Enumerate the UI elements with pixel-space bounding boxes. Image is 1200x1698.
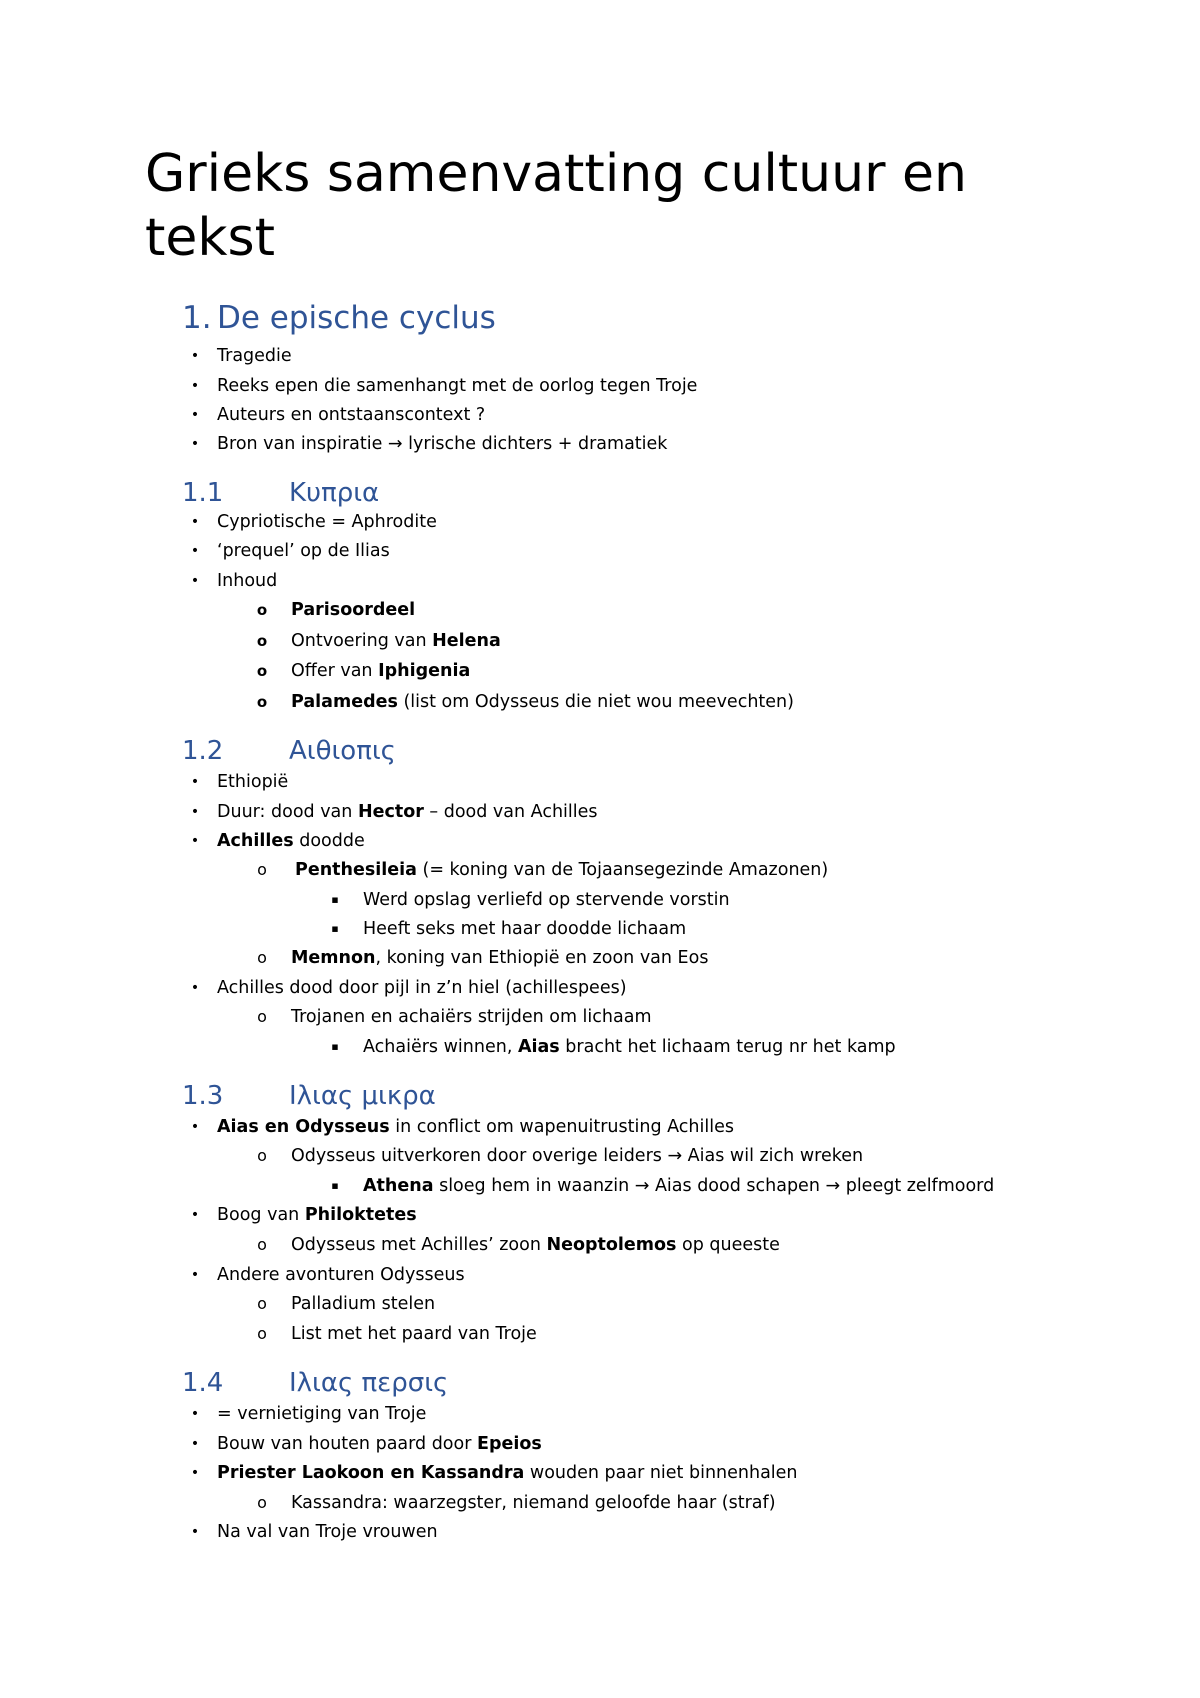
- item-text: sloeg hem in waanzin → Aias dood schapen → pleegt zelfmoord: [433, 1176, 995, 1196]
- bullet-icon: ▪: [331, 922, 339, 935]
- section-title: Κυπρια: [289, 478, 380, 508]
- item-bold: Athena: [363, 1176, 434, 1196]
- section-number: 1.: [182, 300, 212, 336]
- item-bold: Aias: [517, 1037, 560, 1057]
- bullet-icon: •: [190, 1436, 200, 1452]
- bullet-icon: o: [257, 860, 267, 879]
- bullet-icon: •: [190, 833, 200, 849]
- item-text: – dood van Achilles: [423, 802, 598, 822]
- bullet-icon: ▪: [331, 1040, 339, 1053]
- item-bold: Epeios: [476, 1434, 542, 1454]
- item-text: wouden paar niet binnenhalen: [524, 1463, 798, 1483]
- section-number: 1.1: [182, 478, 224, 508]
- item-text: Auteurs en ontstaanscontext ?: [217, 405, 486, 425]
- item-text: Kassandra: waarzegster, niemand geloofde haar (straf): [291, 1493, 776, 1513]
- item-text: ‘prequel’ op de Ilias: [217, 541, 390, 561]
- bullet-icon: •: [190, 543, 200, 559]
- item-bold: Penthesileia: [295, 860, 417, 880]
- item-bold: Neoptolemos: [546, 1235, 677, 1255]
- item-text: in conflict om wapenuitrusting Achilles: [389, 1117, 734, 1137]
- item-text: Ethiopië: [217, 772, 289, 792]
- bullet-icon: o: [257, 1493, 267, 1512]
- item-text: doodde: [293, 831, 365, 851]
- item-text: List met het paard van Troje: [291, 1324, 537, 1344]
- item-text: Cypriotische = Aphrodite: [217, 512, 437, 532]
- section-number: 1.2: [182, 736, 224, 766]
- item-bold: Parisoordeel: [291, 600, 416, 620]
- item-bold: Philoktetes: [304, 1205, 417, 1225]
- item-text: Ontvoering van: [291, 631, 433, 651]
- bullet-icon: ▪: [331, 1179, 339, 1192]
- document-title: Grieks samenvatting cultuur en tekst: [145, 144, 967, 268]
- item-bold: Aias en Odysseus: [217, 1117, 390, 1137]
- bullet-icon: o: [256, 693, 268, 711]
- item-text: Bron van inspiratie → lyrische dichters + dramatiek: [217, 434, 668, 454]
- item-bold: Memnon: [291, 948, 376, 968]
- bullet-icon: o: [257, 948, 267, 967]
- bullet-icon: •: [190, 1207, 200, 1223]
- item-bold: Hector: [357, 802, 424, 822]
- bullet-icon: •: [190, 980, 200, 996]
- bullet-icon: •: [190, 774, 200, 790]
- item-text: Inhoud: [217, 571, 278, 591]
- bullet-icon: •: [190, 1406, 200, 1422]
- item-text: bracht het lichaam terug nr het kamp: [559, 1037, 896, 1057]
- item-text: Trojanen en achaiërs strijden om lichaam: [291, 1007, 652, 1027]
- bullet-icon: •: [190, 573, 200, 589]
- item-text: Heeft seks met haar doodde lichaam: [363, 919, 687, 939]
- item-text: Offer van: [291, 661, 379, 681]
- bullet-icon: •: [190, 407, 200, 423]
- item-text: Odysseus met Achilles’ zoon: [291, 1235, 547, 1255]
- item-text: Achaiërs winnen,: [363, 1037, 518, 1057]
- item-text: Andere avonturen Odysseus: [217, 1265, 465, 1285]
- bullet-icon: o: [256, 662, 268, 680]
- item-text: (list om Odysseus die niet wou meevechten): [397, 692, 794, 712]
- item-text: op queeste: [676, 1235, 780, 1255]
- item-text: Achilles dood door pijl in z’n hiel (achillespees): [217, 978, 627, 998]
- item-text: Duur: dood van: [217, 802, 358, 822]
- item-bold: Helena: [432, 631, 501, 651]
- item-bold: Palamedes: [291, 692, 398, 712]
- bullet-icon: ▪: [331, 893, 339, 906]
- section-title: De epische cyclus: [217, 300, 496, 336]
- item-text: Bouw van houten paard door: [217, 1434, 477, 1454]
- section-number: 1.3: [182, 1081, 224, 1111]
- section-title: Αιθιοπις: [289, 736, 396, 766]
- item-text: (= koning van de Tojaansegezinde Amazonen): [416, 860, 829, 880]
- item-bold: Achilles: [217, 831, 294, 851]
- item-text: Reeks epen die samenhangt met de oorlog tegen Troje: [217, 376, 698, 396]
- section-title: Ιλιας περσις: [289, 1368, 449, 1398]
- bullet-icon: •: [190, 1465, 200, 1481]
- bullet-icon: •: [190, 1524, 200, 1540]
- bullet-icon: o: [257, 1235, 267, 1254]
- bullet-icon: o: [256, 601, 268, 619]
- bullet-icon: •: [190, 436, 200, 452]
- bullet-icon: o: [257, 1294, 267, 1313]
- item-bold: Iphigenia: [378, 661, 471, 681]
- bullet-icon: •: [190, 804, 200, 820]
- bullet-icon: •: [190, 1267, 200, 1283]
- item-text: , koning van Ethiopië en zoon van Eos: [375, 948, 709, 968]
- section-number: 1.4: [182, 1368, 224, 1398]
- section-title: Ιλιας μικρα: [289, 1081, 436, 1111]
- item-text: Tragedie: [217, 346, 292, 366]
- item-text: Palladium stelen: [291, 1294, 436, 1314]
- bullet-icon: •: [190, 348, 200, 364]
- item-text: Na val van Troje vrouwen: [217, 1522, 438, 1542]
- bullet-icon: •: [190, 1119, 200, 1135]
- bullet-icon: o: [256, 632, 268, 650]
- bullet-icon: o: [257, 1007, 267, 1026]
- bullet-icon: o: [257, 1324, 267, 1343]
- item-bold: Priester Laokoon en Kassandra: [217, 1463, 525, 1483]
- item-text: = vernietiging van Troje: [217, 1404, 427, 1424]
- item-text: Odysseus uitverkoren door overige leiders → Aias wil zich wreken: [291, 1146, 864, 1166]
- bullet-icon: •: [190, 514, 200, 530]
- item-text: Werd opslag verliefd op stervende vorstin: [363, 890, 730, 910]
- bullet-icon: o: [257, 1146, 267, 1165]
- bullet-icon: •: [190, 378, 200, 394]
- item-text: Boog van: [217, 1205, 305, 1225]
